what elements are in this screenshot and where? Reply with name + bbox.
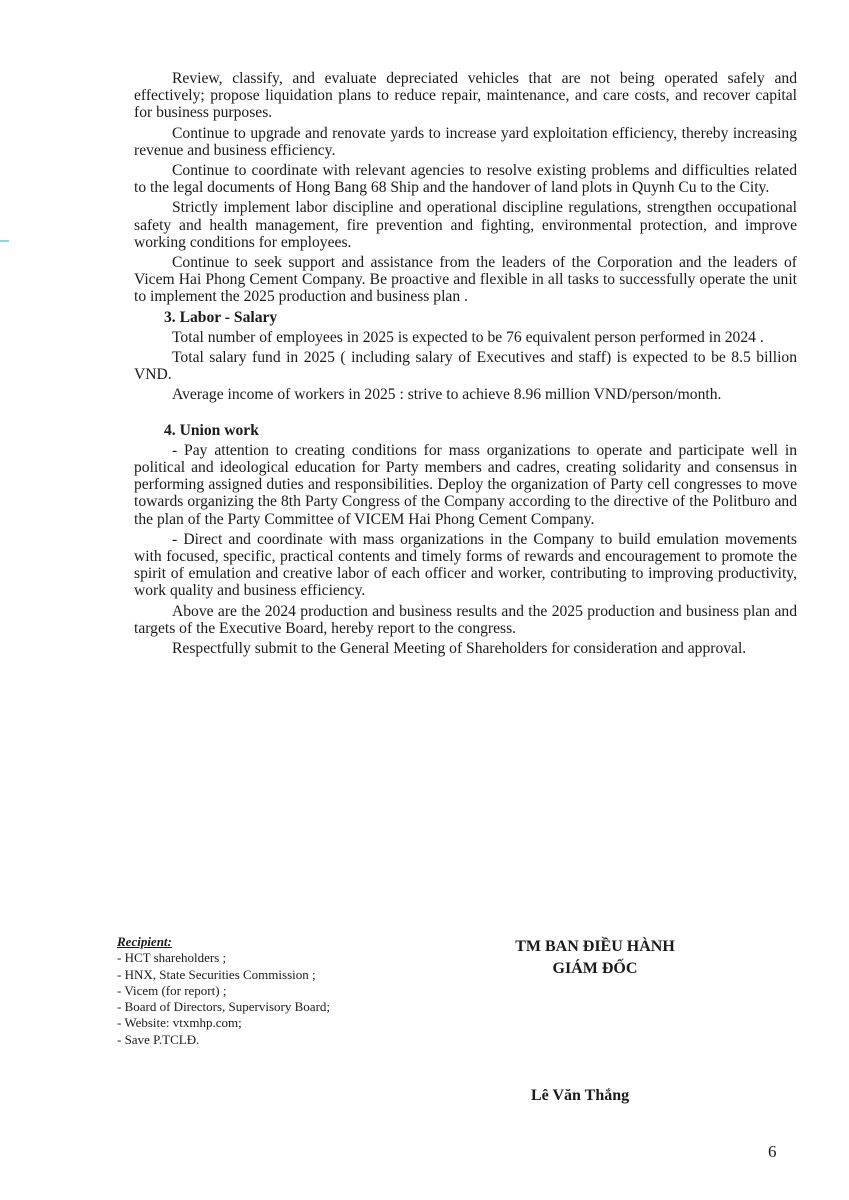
recipient-item: - Save P.TCLĐ.: [117, 1031, 200, 1047]
signature-position: GIÁM ĐỐC: [552, 960, 638, 977]
signature-block: [480, 936, 710, 980]
paragraph: Average income of workers in 2025 : strive to achieve 8.96 million VND/person/month.: [172, 386, 722, 404]
recipient-title: Recipient:: [117, 934, 172, 949]
paragraph: Strictly implement labor discipline and operational discipline regulations, strengthen occupational safety and health management, fire prevention and fighting, environmental protection, and improve working conditions for employees.: [134, 199, 797, 251]
recipient-item: - HCT shareholders ;: [117, 950, 227, 966]
paragraph: Respectfully submit to the General Meeting of Shareholders for consideration and approval.: [172, 640, 747, 658]
recipient-item: - Vicem (for report) ;: [117, 982, 227, 998]
paragraph: Total number of employees in 2025 is expected to be 76 equivalent person performed in 2024 .: [172, 328, 764, 346]
recipient-item: - HNX, State Securities Commission ;: [117, 966, 316, 982]
section-heading-labor-salary: 3. Labor - Salary: [164, 308, 278, 326]
recipient-list: [117, 934, 417, 1048]
signer-name: Lê Văn Thắng: [531, 1087, 630, 1104]
paragraph: Above are the 2024 production and business results and the 2025 production and business plan and targets of the Executive Board, hereby report to the congress.: [134, 602, 797, 637]
signature-title: TM BAN ĐIỀU HÀNH: [515, 938, 675, 955]
paragraph: Review, classify, and evaluate depreciated vehicles that are not being operated safely and effectively; propose liquidation plans to reduce repair, maintenance, and care costs, and recover capital for business purposes.: [134, 70, 797, 122]
paragraph: - Direct and coordinate with mass organizations in the Company to build emulation movements with focused, specific, practical contents and timely forms of rewards and encouragement to promote the spirit of emulation and creative labor of each officer and worker, contributing to improving productivity, work quality and business efficiency.: [134, 530, 797, 600]
page-number: 6: [768, 1142, 777, 1161]
paragraph: Continue to seek support and assistance from the leaders of the Corporation and the leaders of Vicem Hai Phong Cement Company. Be proactive and flexible in all tasks to successfully operate the unit to implement the 2025 production and business plan .: [134, 254, 797, 306]
margin-mark: [0, 240, 9, 242]
paragraph: Continue to coordinate with relevant agencies to resolve existing problems and difficulties related to the legal documents of Hong Bang 68 Ship and the handover of land plots in Quynh Cu to the City.: [134, 162, 797, 197]
recipient-item: - Website: vtxmhp.com;: [117, 1015, 242, 1031]
paragraph: Continue to upgrade and renovate yards to increase yard exploitation efficiency, thereby increasing revenue and business efficiency.: [134, 124, 797, 159]
paragraph: - Pay attention to creating conditions for mass organizations to operate and participate well in political and ideological education for Party members and cadres, creating solidarity and consensus in performing assigned duties and responsibilities. Deploy the organization of Party cell congresses to move towards organizing the 8th Party Congress of the Company according to the directive of the Politburo and the plan of the Party Committee of VICEM Hai Phong Cement Company.: [134, 441, 797, 528]
recipient-item: - Board of Directors, Supervisory Board;: [117, 999, 331, 1015]
paragraph: Total salary fund in 2025 ( including salary of Executives and staff) is expected to be 8.5 billion VND.: [134, 349, 797, 384]
document-body: [134, 70, 797, 660]
section-heading-union-work: 4. Union work: [164, 421, 259, 439]
